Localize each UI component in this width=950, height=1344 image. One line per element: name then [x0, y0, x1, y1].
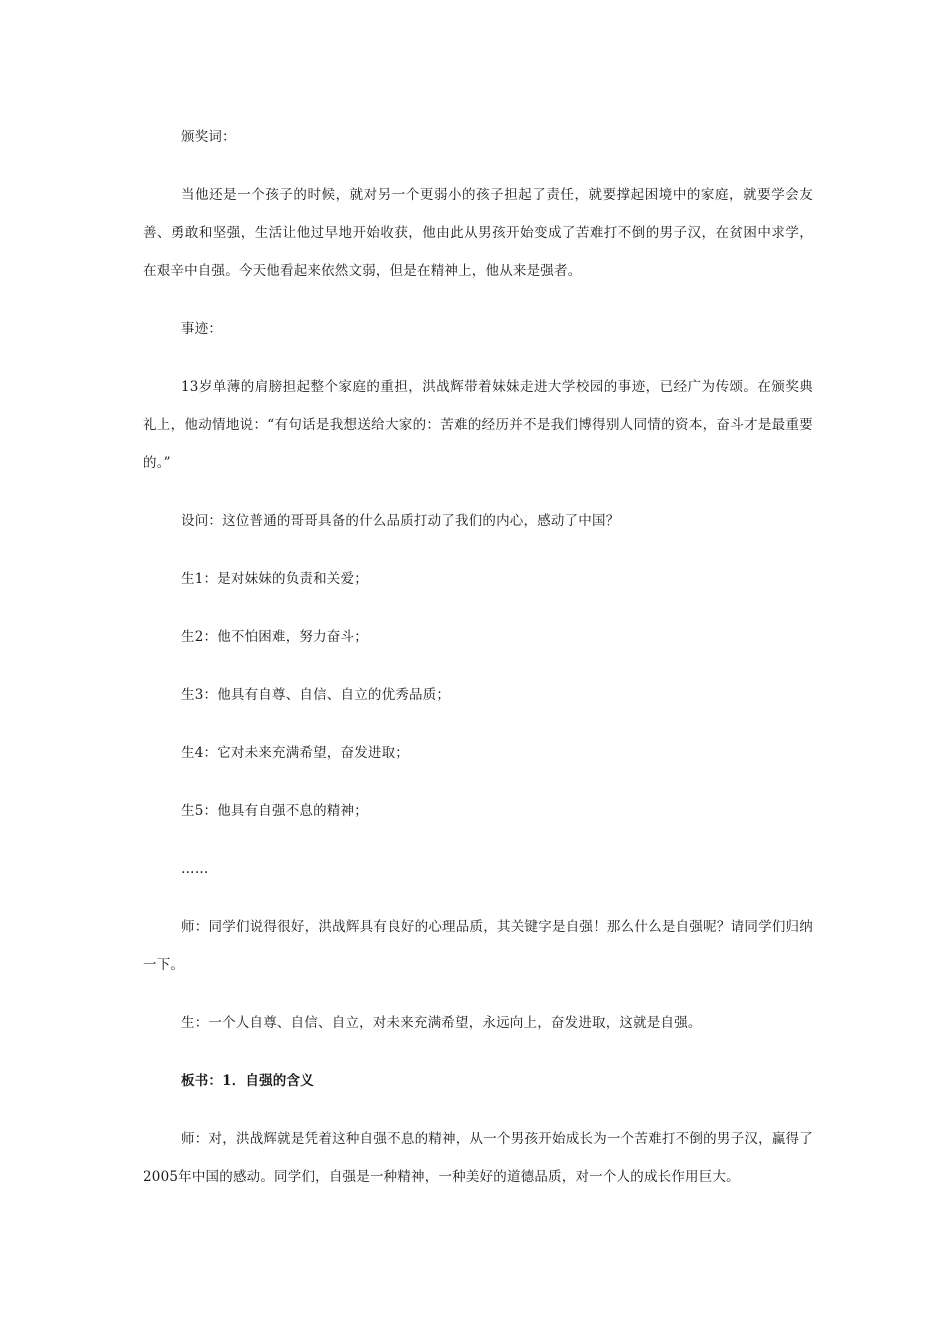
- deeds-text: 13岁单薄的肩膀担起整个家庭的重担，洪战辉带着妹妹走进大学校园的事迹，已经广为传颂。在颁奖典礼上，他动情地说：“有句话是我想送给大家的：苦难的经历并不是我们博得别人同情的资本，奋斗才是最重要的。”: [143, 379, 813, 471]
- student-answer-2: 生2：他不怕困难，努力奋斗；: [181, 629, 368, 645]
- student-answer-4: 生4：它对未来充满希望，奋发进取；: [181, 745, 409, 761]
- student-summary: 生：一个人自尊、自信、自立，对未来充满希望，永远向上，奋发进取，这就是自强。: [181, 1015, 702, 1031]
- ellipsis-paragraph: ……: [181, 861, 209, 877]
- award-speech-heading: 颁奖词：: [181, 129, 236, 145]
- teacher-remark-2: 师：对，洪战辉就是凭着这种自强不息的精神，从一个男孩开始成长为一个苦难打不倒的男子汉，赢得了2005年中国的感动。同学们，自强是一种精神，一种美好的道德品质，对一个人的成长作用巨大。: [143, 1131, 813, 1185]
- question-paragraph: 设问：这位普通的哥哥具备的什么品质打动了我们的内心，感动了中国？: [181, 513, 620, 529]
- document-body: [143, 118, 813, 1216]
- student-answer-3: 生3：他具有自尊、自信、自立的优秀品质；: [181, 687, 451, 703]
- deeds-heading: 事迹：: [181, 321, 223, 337]
- teacher-remark-1: 师：同学们说得很好，洪战辉具有良好的心理品质，其关键字是自强！那么什么是自强呢？请同学们归纳一下。: [143, 919, 813, 973]
- student-answer-1: 生1：是对妹妹的负责和关爱；: [181, 571, 368, 587]
- blackboard-heading: 板书：1．自强的含义: [181, 1073, 314, 1089]
- student-answer-5: 生5：他具有自强不息的精神；: [181, 803, 368, 819]
- award-speech-text: 当他还是一个孩子的时候，就对另一个更弱小的孩子担起了责任，就要撑起困境中的家庭，就要学会友善、勇敢和坚强，生活让他过早地开始收获，他由此从男孩开始变成了苦难打不倒的男子汉，在贫困中求学，在艰辛中自强。今天他看起来依然文弱，但是在精神上，他从来是强者。: [143, 187, 813, 279]
